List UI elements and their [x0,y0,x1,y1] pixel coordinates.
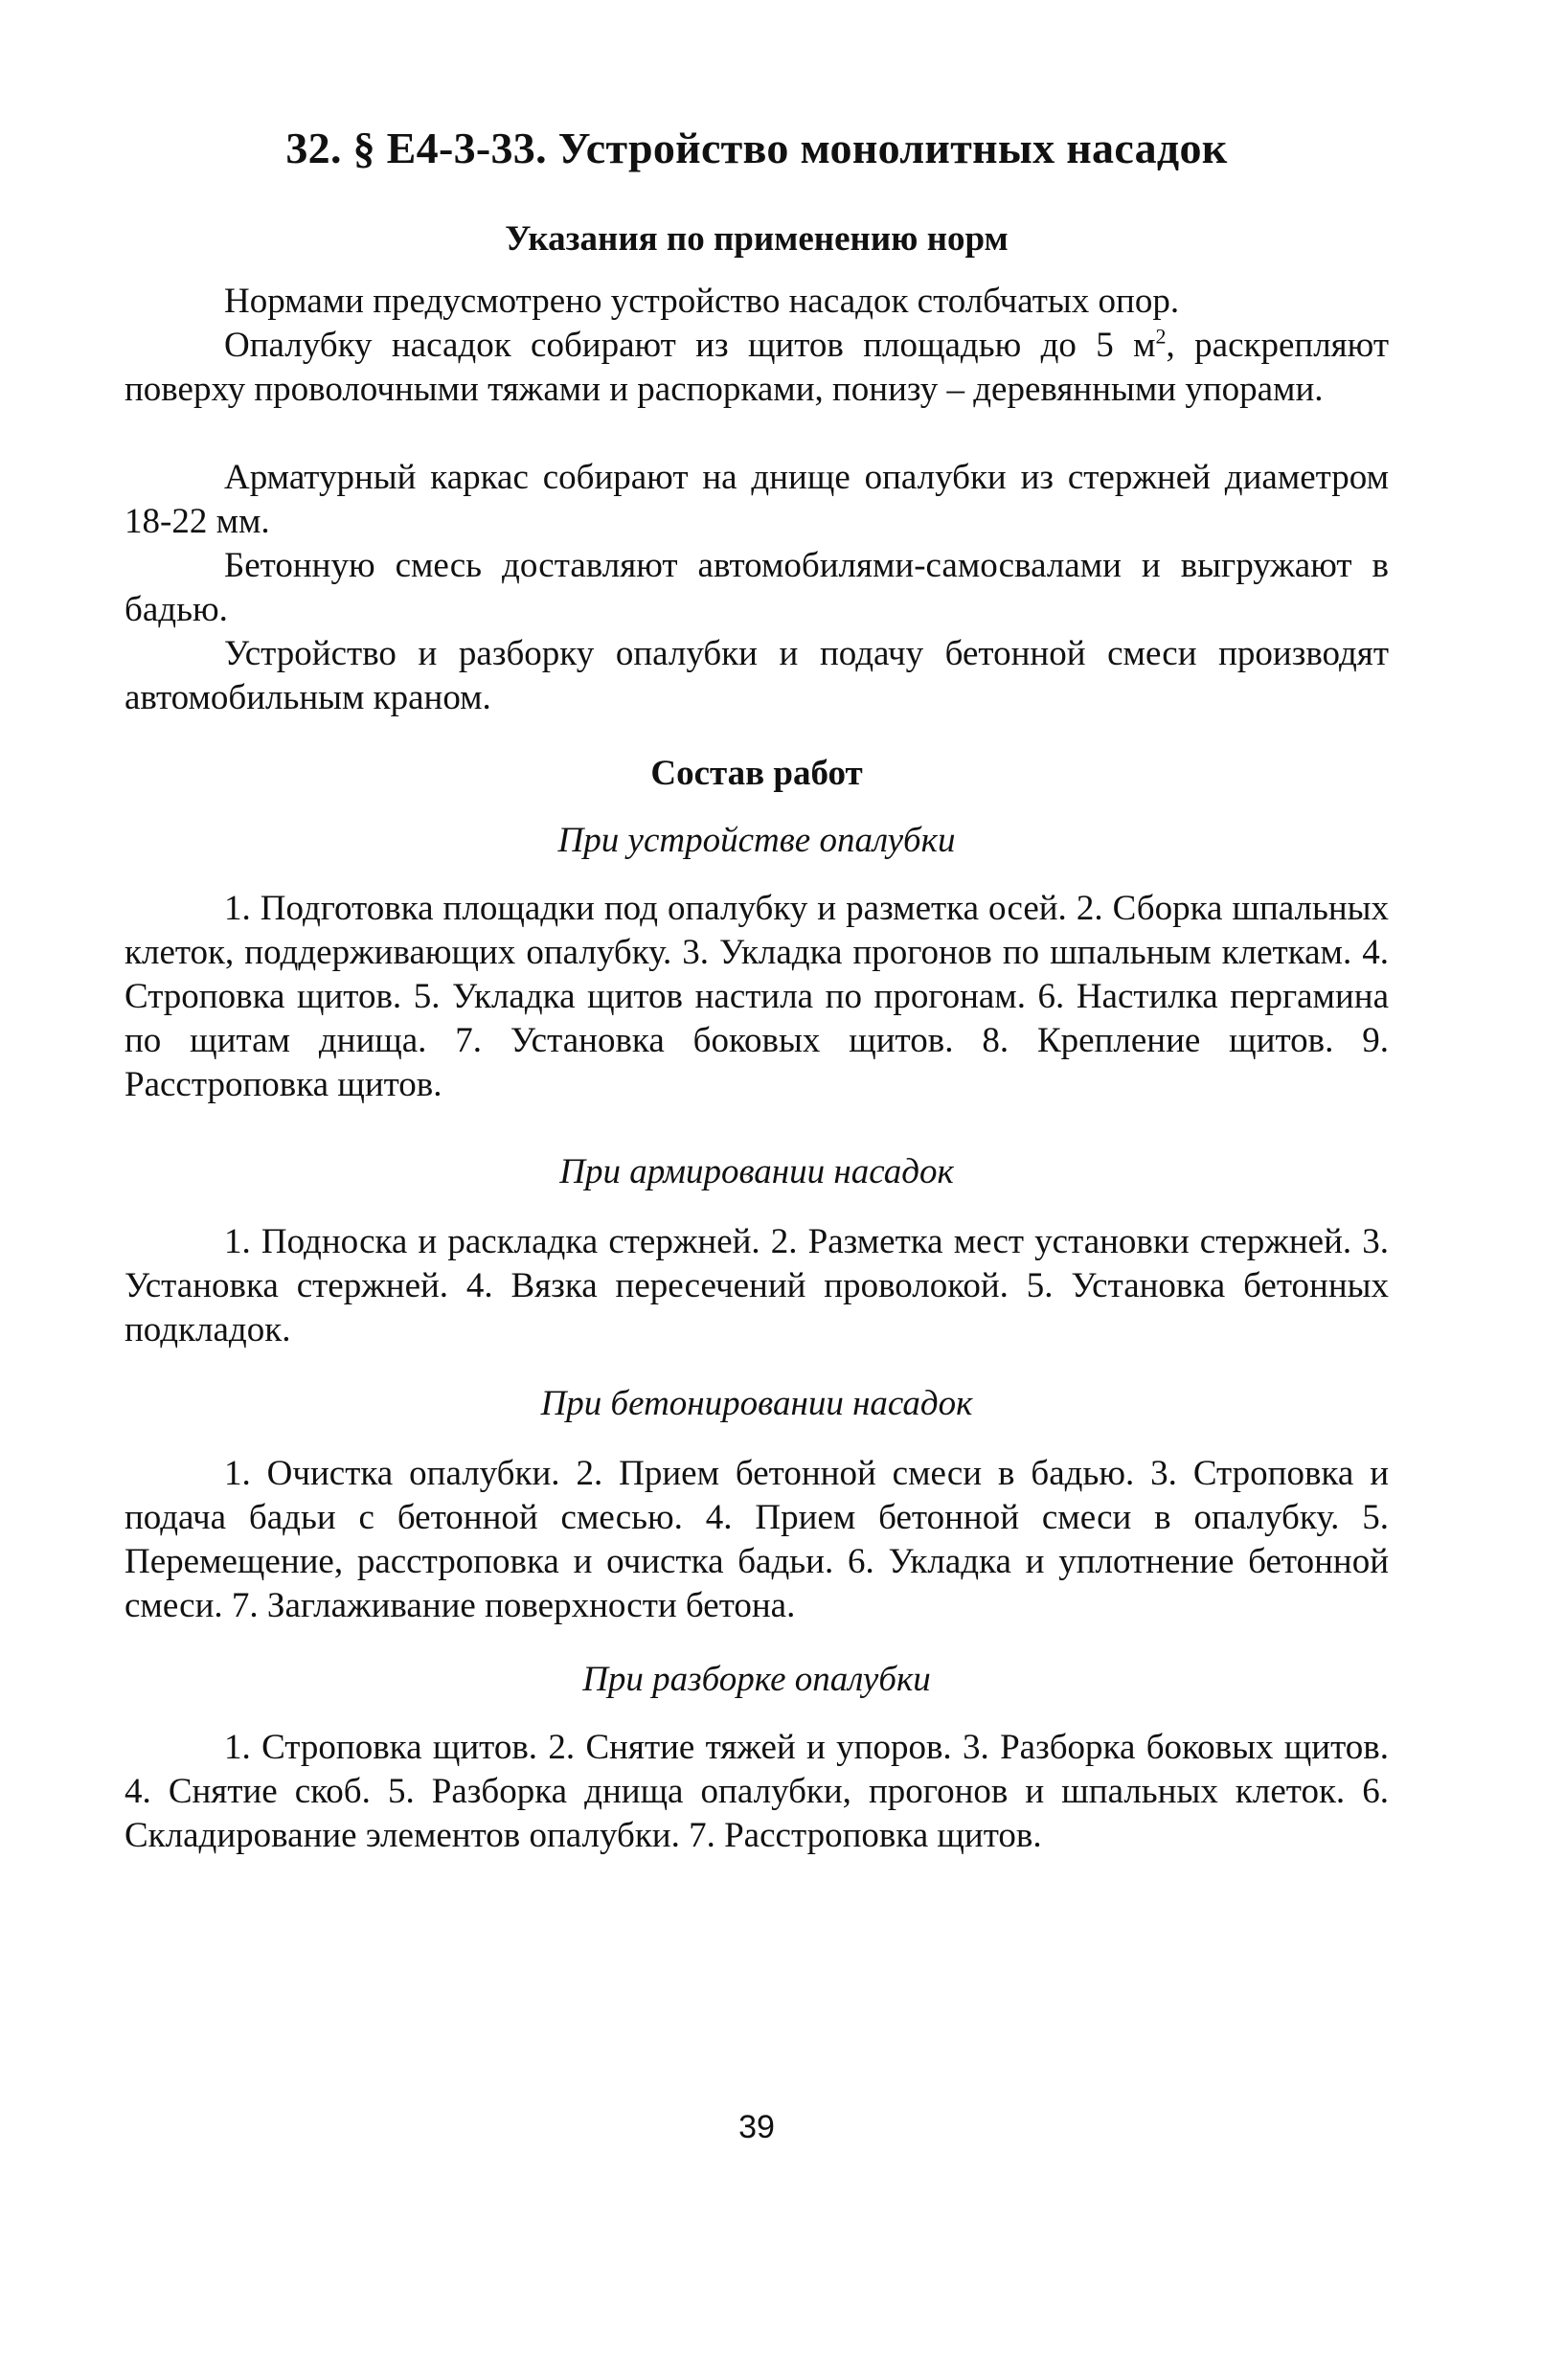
subsection-text-concreting: 1. Очистка опалубки. 2. Прием бетонной смеси в бадью. 3. Строповка и подача бадьи с бетонной смесью. 4. Прием бетонной смеси в опалубку. 5. Перемещение, расстроповка и очистка бадьи. 6. Укладка и уплотнение бетонной смеси. 7. Заглаживание поверхности бетона. [125,1454,1389,1625]
guidelines-heading: Указания по применению норм [505,219,1009,259]
guideline-paragraph-2 [125,324,1389,412]
guideline-paragraph-3: Арматурный каркас собирают на днище опалубки из стержней диаметром 18-22 мм. [125,458,1389,541]
subsection-text-formwork-install: 1. Подготовка площадки под опалубку и разметка осей. 2. Сборка шпальных клеток, поддерживающих опалубку. 3. Укладка прогонов по шпальным клеткам. 4. Строповка щитов. 5. Укладка щитов настила по прогонам. 6. Настилка пергамина по щитам днища. 7. Установка боковых щитов. 8. Крепление щитов. 9. Расстроповка щитов. [125,889,1389,1104]
subsection-text-formwork-dismantle: 1. Строповка щитов. 2. Снятие тяжей и упоров. 3. Разборка боковых щитов. 4. Снятие скоб. 5. Разборка днища опалубки, прогонов и шпальных клеток. 6. Складирование элементов опалубки. 7. Расстроповка щитов. [125,1728,1389,1855]
guideline-2-comma: , [1166,326,1195,365]
guideline-2-rest: раскрепляют поверху проволочными тяжами и распорками, понизу – деревянными упорами. [125,326,1390,409]
superscript-square: 2 [1155,324,1167,349]
subsection-text-reinforcement: 1. Подноска и раскладка стержней. 2. Разметка мест установки стержней. 3. Установка стержней. 4. Вязка пересечений проволокой. 5. Установка бетонных подкладок. [125,1222,1389,1349]
guideline-paragraph-4: Бетонную смесь доставляют автомобилями-самосвалами и выгружают в бадью. [125,546,1389,629]
subsection-heading-formwork-install: При устройстве опалубки [557,821,956,860]
page-number: 39 [738,2109,775,2145]
guideline-paragraph-1: Нормами предусмотрено устройство насадок столбчатых опор. [224,282,1180,321]
guideline-2-start: Опалубку насадок собирают из щитов площадью до 5 м [224,326,1156,365]
work-composition-heading: Состав работ [650,754,863,793]
subsection-heading-reinforcement: При армировании насадок [559,1152,954,1191]
guideline-paragraph-5: Устройство и разборку опалубки и подачу бетонной смеси производят автомобильным краном. [125,634,1389,717]
subsection-heading-concreting: При бетонировании насадок [540,1384,973,1423]
subsection-heading-formwork-dismantle: При разборке опалубки [582,1660,931,1699]
section-title: 32. § Е4-3-33. Устройство монолитных насадок [285,124,1228,172]
